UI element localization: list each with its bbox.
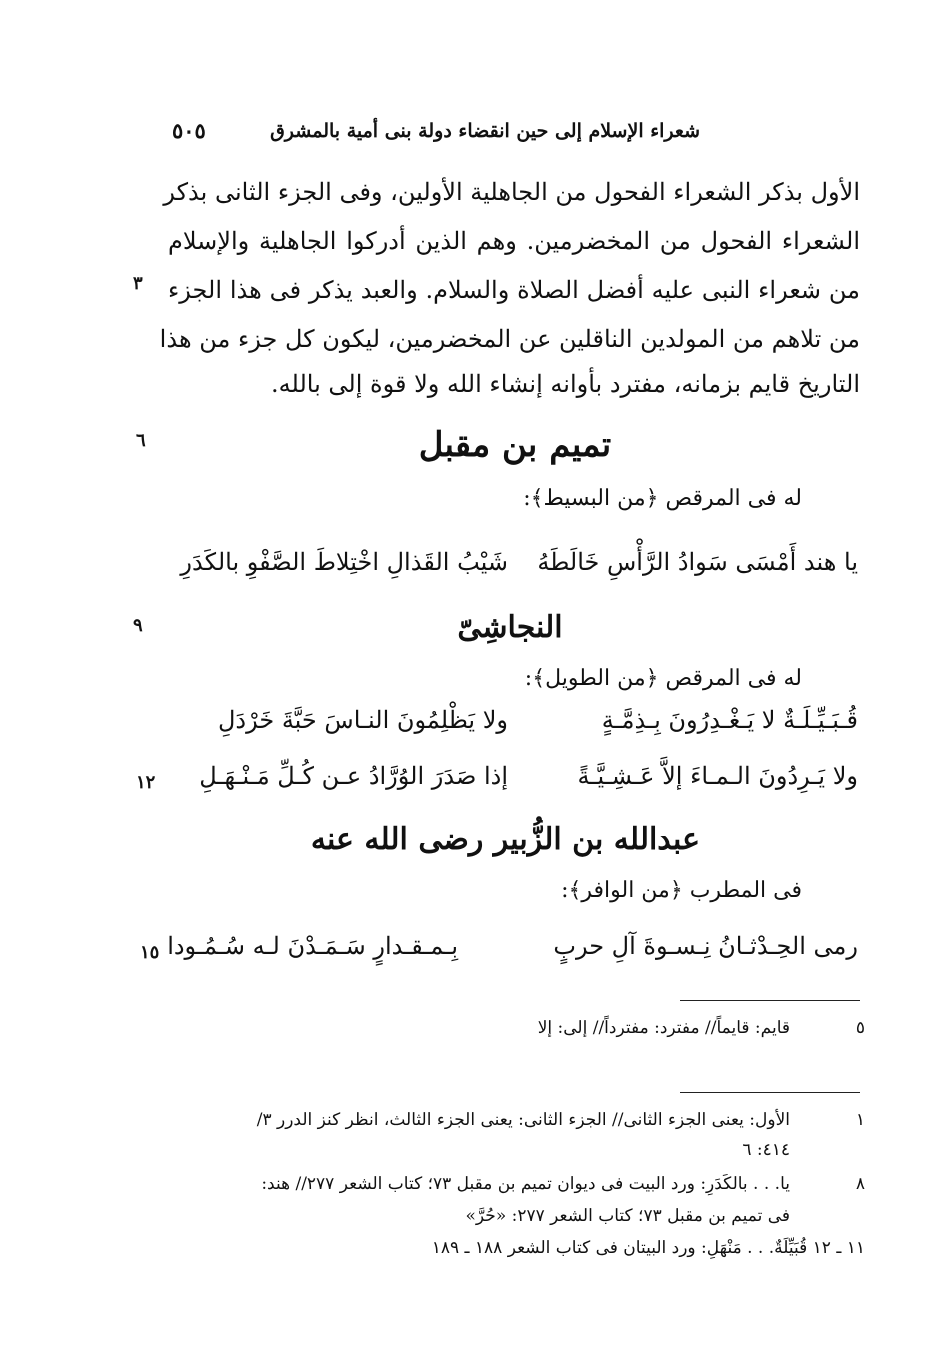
footnote-text: فى تميم بن مقبل ٧٣؛ كتاب الشعر ٢٧٧: «حُرَّ» <box>465 1206 790 1226</box>
verse-hemistich-first: ولا يَـرِدُونَ الـمـاءَ إلاَّ عَـشِـيَّـةً <box>577 762 858 790</box>
line-number: ٦ <box>136 430 146 451</box>
meter-intro: له فى المرقص ﴿من الطويل﴾: <box>524 666 802 691</box>
footnote-number: ١ <box>855 1110 865 1130</box>
footnote-text: ٤١٤: ٦ <box>742 1140 790 1160</box>
verse-hemistich-second: شَيْبُ القَذالِ اخْتِلاطَ الصَّفْوِ بالكَدَرِ <box>180 548 508 576</box>
verse-hemistich-second: إذا صَدَرَ الوُرَّادُ عـن كُـلِّ مَـنْـهَـلِ <box>199 762 508 790</box>
verse-hemistich-first: يا هند أَمْسَى سَوادُ الرَّأْسِ خَالَطَهُ <box>537 548 858 576</box>
section-title: النجاشِىّ <box>457 610 563 645</box>
meter-intro: فى المطرب ﴿من الوافر﴾: <box>561 878 802 903</box>
section-title: عبدالله بن الزُّبير رضى الله عنه <box>310 822 700 857</box>
apparatus-line-number: ٥ <box>855 1018 865 1038</box>
apparatus-variants: قايم: قايماً// مفترد: مفترداً// إلى: إلا <box>537 1018 790 1038</box>
paragraph-line: الأول بذكر الشعراء الفحول من الجاهلية الأولين، وفى الجزء الثانى بذكر <box>163 178 860 206</box>
line-number: ١٢ <box>136 772 156 793</box>
running-header: شعراء الإسلام إلى حين انقضاء دولة بنى أمية بالمشرق <box>270 120 700 142</box>
verse-hemistich-second: بِـمـقـدارٍ سَـمَـدْنَ لـه سُـمُـودا <box>167 932 458 960</box>
paragraph-line: من تلاهم من المولدين الناقلين عن المخضرمين، ليكون كل جزء من هذا <box>159 325 860 353</box>
paragraph-line: التاريخ قايم بزمانه، مفترد بأوانه إنشاء الله ولا قوة إلى بالله. <box>271 370 860 398</box>
paragraph-line: من شعراء النبى عليه أفضل الصلاة والسلام. والعبد يذكر فى هذا الجزء <box>168 276 860 304</box>
paragraph-line: الشعراء الفحول من المخضرمين. وهم الذين أدركوا الجاهلية والإسلام <box>168 227 860 255</box>
footnote-rule <box>680 1092 860 1093</box>
footnote-text: الأول: يعنى الجزء الثانى// الجزء الثانى: يعنى الجزء الثالث، انظر كنز الدرر ٣/ <box>256 1110 790 1130</box>
verse-hemistich-second: ولا يَظْلِمُونَ النـاسَ حَبَّةَ خَرْدَلِ <box>217 706 508 734</box>
verse-hemistich-first: رمى الحِـدْثـانُ نِـسـوةَ آلِ حربٍ <box>553 932 858 960</box>
page-number: ٥٠٥ <box>172 118 206 143</box>
footnote-text <box>395 1238 865 1258</box>
meter-intro: له فى المرقص ﴿من البسيط﴾: <box>523 486 802 511</box>
line-number: ١٥ <box>140 942 160 963</box>
footnote-text: قُبَيِّلَةٌ. . . مَنْهَلِ: ورد البيتان فى كتاب الشعر ١٨٨ ـ ١٨٩ <box>431 1238 808 1258</box>
footnote-number: ١١ ـ ١٢ <box>812 1238 865 1258</box>
line-number: ٩ <box>133 615 143 636</box>
verse-hemistich-first: قُـبَـيِّـلَـةٌ لا يَـغْـدِرُونَ بِـذِمَّـةٍ <box>601 706 858 734</box>
line-number: ٣ <box>133 273 143 294</box>
footnote-number: ٨ <box>855 1174 865 1194</box>
section-title: تميم بن مقبل <box>418 425 612 465</box>
apparatus-rule <box>680 1000 860 1001</box>
footnote-text: يا. . . بالكَدَرِ: ورد البيت فى ديوان تميم بن مقبل ٧٣؛ كتاب الشعر ٢٧٧// هند: <box>261 1174 790 1194</box>
